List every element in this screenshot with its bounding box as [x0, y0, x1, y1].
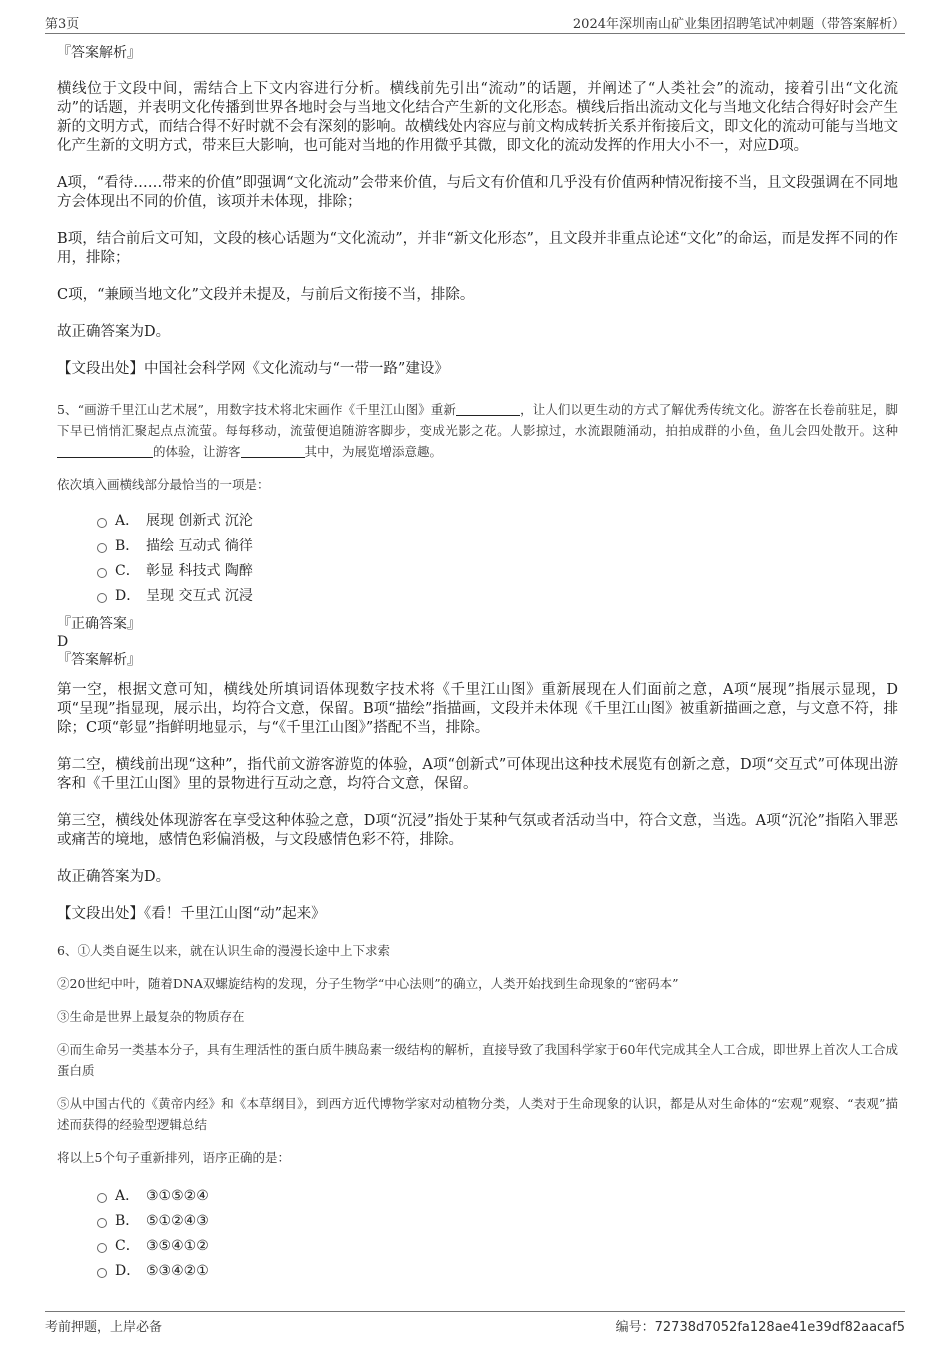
- page-number: 第3页: [45, 17, 80, 32]
- radio-button[interactable]: [97, 593, 107, 603]
- q6-sentence: ④而生命另一类基本分子，具有生理活性的蛋白质牛胰岛素一级结构的解析，直接导致了我国科学家于60年代完成其全人工合成，即世界上首次人工合成蛋白质: [57, 1042, 898, 1078]
- q5-option-b[interactable]: B． 描绘 互动式 徜徉: [97, 534, 898, 559]
- q4-source: 【文段出处】中国社会科学网《文化流动与“一带一路”建设》: [57, 361, 449, 377]
- q5-correct-label: 『正确答案』: [57, 616, 141, 632]
- fill-blank: [57, 444, 153, 458]
- q6-sentence: ③生命是世界上最复杂的物质存在: [57, 1009, 245, 1024]
- q5-analysis-paragraph: 第三空，横线处体现游客在享受这种体验之意，D项“沉浸”指处于某种气氛或者活动当中，符合文意，当选。A项“沉沦”指陷入罪恶或痛苦的境地，感情色彩偏消极，与文段感情色彩不符，排除。: [57, 813, 898, 848]
- q6-option-d[interactable]: D． ⑤③④②①: [97, 1259, 898, 1284]
- radio-button[interactable]: [97, 518, 107, 528]
- q5-option-d[interactable]: D． 呈现 交互式 沉浸: [97, 584, 898, 609]
- q6-sentence: ②20世纪中叶，随着DNA双螺旋结构的发现，分子生物学“中心法则”的确立，人类开始找到生命现象的“密码本”: [57, 976, 679, 991]
- fill-blank: [241, 444, 305, 458]
- page-footer: [45, 1311, 905, 1336]
- q4-analysis-label: 『答案解析』: [57, 45, 141, 61]
- q5-option-a[interactable]: A． 展现 创新式 沉沦: [97, 509, 898, 534]
- q5-correct-value: D: [57, 634, 69, 650]
- radio-button[interactable]: [97, 1243, 107, 1253]
- page-content: [57, 44, 898, 1284]
- radio-button[interactable]: [97, 1268, 107, 1278]
- q6-sentence: ⑤从中国古代的《黄帝内经》和《本草纲目》，到西方近代博物学家对动植物分类，人类对于生命现象的认识，都是从对生命体的“宏观”观察、“表观”描述而获得的经验型逻辑总结: [57, 1096, 898, 1132]
- q4-analysis-paragraph: C项，“兼顾当地文化”文段并未提及，与前后文衔接不当，排除。: [57, 287, 475, 303]
- radio-button[interactable]: [97, 1218, 107, 1228]
- radio-button[interactable]: [97, 1193, 107, 1203]
- q6-prompt: 将以上5个句子重新排列，语序正确的是：: [57, 1150, 290, 1165]
- q5-options: [97, 509, 898, 609]
- footer-slogan: 考前押题，上岸必备: [45, 1320, 163, 1335]
- q6-option-b[interactable]: B． ⑤①②④③: [97, 1209, 898, 1234]
- q6-sentence: 6、①人类自诞生以来，就在认识生命的漫漫长途中上下求索: [57, 943, 390, 958]
- q5-analysis-paragraph: 第二空，横线前出现“这种”，指代前文游客游览的体验，A项“创新式”可体现出这种技术展览有创新之意，D项“交互式”可体现出游客和《千里江山图》里的景物进行互动之意，均符合文意，保留。: [57, 757, 898, 792]
- q6-options: [97, 1184, 898, 1284]
- q5-option-c[interactable]: C． 彰显 科技式 陶醉: [97, 559, 898, 584]
- fill-blank: [456, 402, 520, 416]
- q4-analysis-paragraph: 横线位于文段中间，需结合上下文内容进行分析。横线前先引出“流动”的话题，并阐述了“人类社会”的流动，接着引出“文化流动”的话题，并表明文化传播到世界各地时会与当地文化结合产生新的文化形态。横线后指出流动文化与当地文化结合得好时会产生新的文明方式，而结合得不好时就不会有深刻的影响。故横线处内容应与前文构成转折关系并衔接后文，即文化的流动可能与当地文化产生新的文明方式，带来巨大影响，也可能对当地的作用微乎其微，即文化的流动发挥的作用大小不一，对应D项。: [57, 81, 898, 154]
- q5-answer: 故正确答案为D。: [57, 869, 171, 885]
- radio-button[interactable]: [97, 568, 107, 578]
- q4-analysis-paragraph: B项，结合前后文可知，文段的核心话题为“文化流动”，并非“新文化形态”，且文段并非重点论述“文化”的命运，而是发挥不同的作用，排除；: [57, 231, 898, 266]
- q4-answer: 故正确答案为D。: [57, 324, 171, 340]
- q5-prompt: 依次填入画横线部分最恰当的一项是：: [57, 477, 270, 492]
- document-title: 2024年深圳南山矿业集团招聘笔试冲刺题（带答案解析）: [572, 17, 905, 32]
- q4-analysis-paragraph: A项，“看待……带来的价值”即强调“文化流动”会带来价值，与后文有价值和几乎没有价值两种情况衔接不当，且文段强调在不同地方会体现出不同的价值，该项并未体现，排除；: [57, 175, 898, 210]
- q5-source: 【文段出处】《看！千里江山图“动”起来》: [57, 906, 326, 922]
- q5-analysis-paragraph: 第一空，根据文意可知，横线处所填词语体现数字技术将《千里江山图》重新展现在人们面前之意，A项“展现”指展示显现，D项“呈现”指显现，展示出，均符合文意，保留。B项“描绘”指描画，文段并未体现《千里江山图》被重新描画之意，与文意不符，排除；C项“彰显”指鲜明地显示，与“《千里江山图》”搭配不当，排除。: [57, 682, 898, 736]
- q5-analysis-label: 『答案解析』: [57, 652, 141, 668]
- q5-stem: 5、“画游千里江山艺术展”，用数字技术将北宋画作《千里江山图》重新 ，让人们以更生动的方式了解优秀传统文化。游客在长卷前驻足，脚下早已悄悄汇聚起点点流萤。每每移动，流萤便追随游客脚步，变成光影之花。人影掠过，水流跟随涌动，拍拍成群的小鱼，鱼儿会四处散开。这种的体验，让游客 其中，为展览增添意趣。: [57, 402, 898, 459]
- radio-button[interactable]: [97, 543, 107, 553]
- document-code: 编号：72738d7052fa128ae41e39df82aacaf5: [615, 1320, 905, 1335]
- q6-option-c[interactable]: C． ③⑤④①②: [97, 1234, 898, 1259]
- page-header: [45, 11, 905, 34]
- q6-option-a[interactable]: A． ③①⑤②④: [97, 1184, 898, 1209]
